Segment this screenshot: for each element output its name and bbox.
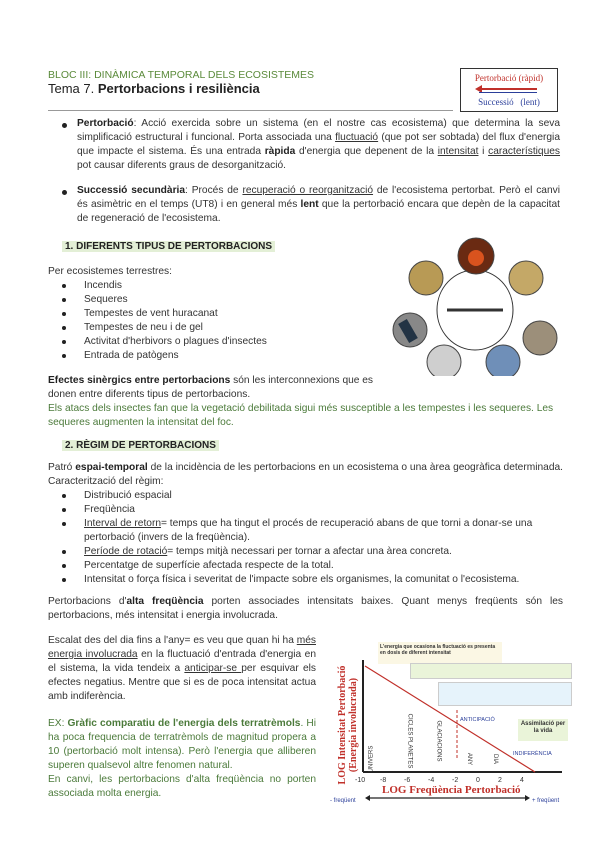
synergy-text: Efectes sinèrgics entre pertorbacions són les interconnexions que es donen entre diferents tipus de pertorbacions. xyxy=(48,375,374,400)
definition-successio: Successió secundària: Procés de recuperació o reorganització de l'ecosistema pertorbat. Però el canvi és asimètric en el temps (UT8) i en general més lent que la pertorbació encara que depèn de la capacitat de regeneració de l'ecosistema. xyxy=(77,185,560,224)
list-item: Tempestes de vent huracanat xyxy=(84,307,267,321)
anticipation-label: ANTICIPACIÓ xyxy=(460,717,495,723)
x-tick: -6 xyxy=(404,777,411,784)
bullet-icon xyxy=(62,190,67,195)
list-item: Intensitat o força física i severitat de l'impacte sobre els organismes, la comunitat o l'ecosistema. xyxy=(84,573,563,587)
perturbation-succession-box xyxy=(460,68,558,112)
intensity-frequency-diagram xyxy=(330,630,600,840)
x-tick: -8 xyxy=(380,777,387,784)
section-1-heading: 1. DIFERENTS TIPUS DE PERTORBACIONS xyxy=(62,240,275,254)
x-tick: -2 xyxy=(452,777,459,784)
disturbance-types-list xyxy=(48,279,267,363)
tema-title: Pertorbacions i resiliència xyxy=(97,81,260,96)
definition-pertorbacio: Pertorbació: Acció exercida sobre un sistema (en el nostre cas ecosistema) que determina la seva simplificació estructural i funcional. Porta associada una fluctuació (que pot ser sobtada) del flux d'energia que impacte el sistema. És una entrada ràpida d'energia que depenent de la intensitat i característiques pot causar diferents graus de desorganització. xyxy=(77,118,561,171)
list-item: Entrada de patògens xyxy=(84,349,267,363)
list-item: Percentatge de superfície afectada respecte de la total. xyxy=(84,559,563,573)
diagram-note: L'energia que ocasiona la fluctuació es presenta en dosis de diferent intensitat xyxy=(378,642,502,664)
scaling-paragraph: Escalat des del dia fins a l'any= es veu que quan hi ha més energia involucrada en la fluctuació d'entrada d'energia en el sistema, la vida tendeix a anticipar-se per esquivar els efectes negatius. Mentre que si es de poca intensitat actua amb indiferència. xyxy=(48,635,316,702)
list-item: Activitat d'herbivors o plagues d'insectes xyxy=(84,336,267,347)
list-item: Interval de retorn= temps que ha tingut el procés de recuperació abans de que torni a donar-se una pertorbació (invers de la freqüència). xyxy=(84,517,563,545)
list-item: Incendis xyxy=(84,279,267,293)
x-tick: 4 xyxy=(520,777,524,784)
x-tick: 0 xyxy=(476,777,480,784)
page-title xyxy=(48,82,260,96)
header-divider xyxy=(48,110,453,111)
section-1-intro: Per ecosistemes terrestres: xyxy=(48,266,172,277)
synergy-example: Els atacs dels insectes fan que la vegetació debilitada sigui més susceptible a les tempestes i les sequeres. Les sequeres augmenten la intensitat del foc. xyxy=(48,403,554,428)
box-bottom-right: (lent) xyxy=(520,97,540,107)
bullet-icon xyxy=(62,123,67,128)
more-frequent-label: + freqüent xyxy=(532,798,560,804)
event-label: ANY xyxy=(466,752,473,766)
earthquake-example-2: En canvi, les pertorbacions d'alta freqüència no porten associada molta energia. xyxy=(48,774,316,799)
list-item: Freqüència xyxy=(84,503,563,517)
event-label: UNIVERS xyxy=(368,745,375,773)
box-top-label: Pertorbació (ràpid) xyxy=(474,73,544,83)
box-bottom-left: Successió xyxy=(478,97,514,107)
regime-intro: Patró espai-temporal de la incidència de les pertorbacions en un ecosistema o una àrea geogràfica determinada. Caracterització del règim: xyxy=(48,462,563,487)
x-axis-label: LOG Freqüència Pertorbació xyxy=(382,784,521,796)
earthquake-example: EX: Gràfic comparatiu de l'energia dels terratrèmols. Hi ha poca frequencia de terratrèmols de magnitud propera a 10 (pertorbació molt intensa). Però l'energia que alliberen superen qualsevol altre fenomen natural. xyxy=(48,718,316,771)
assimilation-label: Assimilació per la vida xyxy=(518,719,568,741)
event-label: CICLES PLANETES xyxy=(406,713,413,769)
y-axis-label: LOG Intensitat Pertorbació (Energia involucrada) xyxy=(337,665,359,785)
tema-prefix: Tema 7. xyxy=(48,81,95,96)
indifference-label: INDIFERÈNCIA xyxy=(513,751,552,757)
list-item: Període de rotació= temps mitjà necessari per tornar a afectar una àrea concreta. xyxy=(84,545,563,559)
less-frequent-label: - freqüent xyxy=(330,798,356,804)
x-tick: -10 xyxy=(355,777,366,784)
x-tick: -4 xyxy=(428,777,435,784)
list-item: Sequeres xyxy=(84,293,267,307)
frequency-paragraph: Pertorbacions d'alta freqüència porten associades intensitats baixes. Quant menys freqüents són les pertorbacions, més intensitat i energia involucrada. xyxy=(48,596,564,621)
disturbance-cycle-diagram xyxy=(385,228,565,376)
regime-characteristics-list xyxy=(48,489,563,587)
list-item: Tempestes de neu i de gel xyxy=(84,321,267,335)
bloc-title: BLOC III: DINÀMICA TEMPORAL DELS ECOSISTEMES xyxy=(48,69,315,81)
x-tick: 2 xyxy=(498,777,502,784)
list-item: Distribució espacial xyxy=(84,489,563,503)
arrow-icon xyxy=(461,85,557,95)
event-label: GLACIACIONS xyxy=(435,720,442,762)
event-label: DIA xyxy=(492,753,499,765)
section-2-heading: 2. RÈGIM DE PERTORBACIONS xyxy=(62,439,219,453)
